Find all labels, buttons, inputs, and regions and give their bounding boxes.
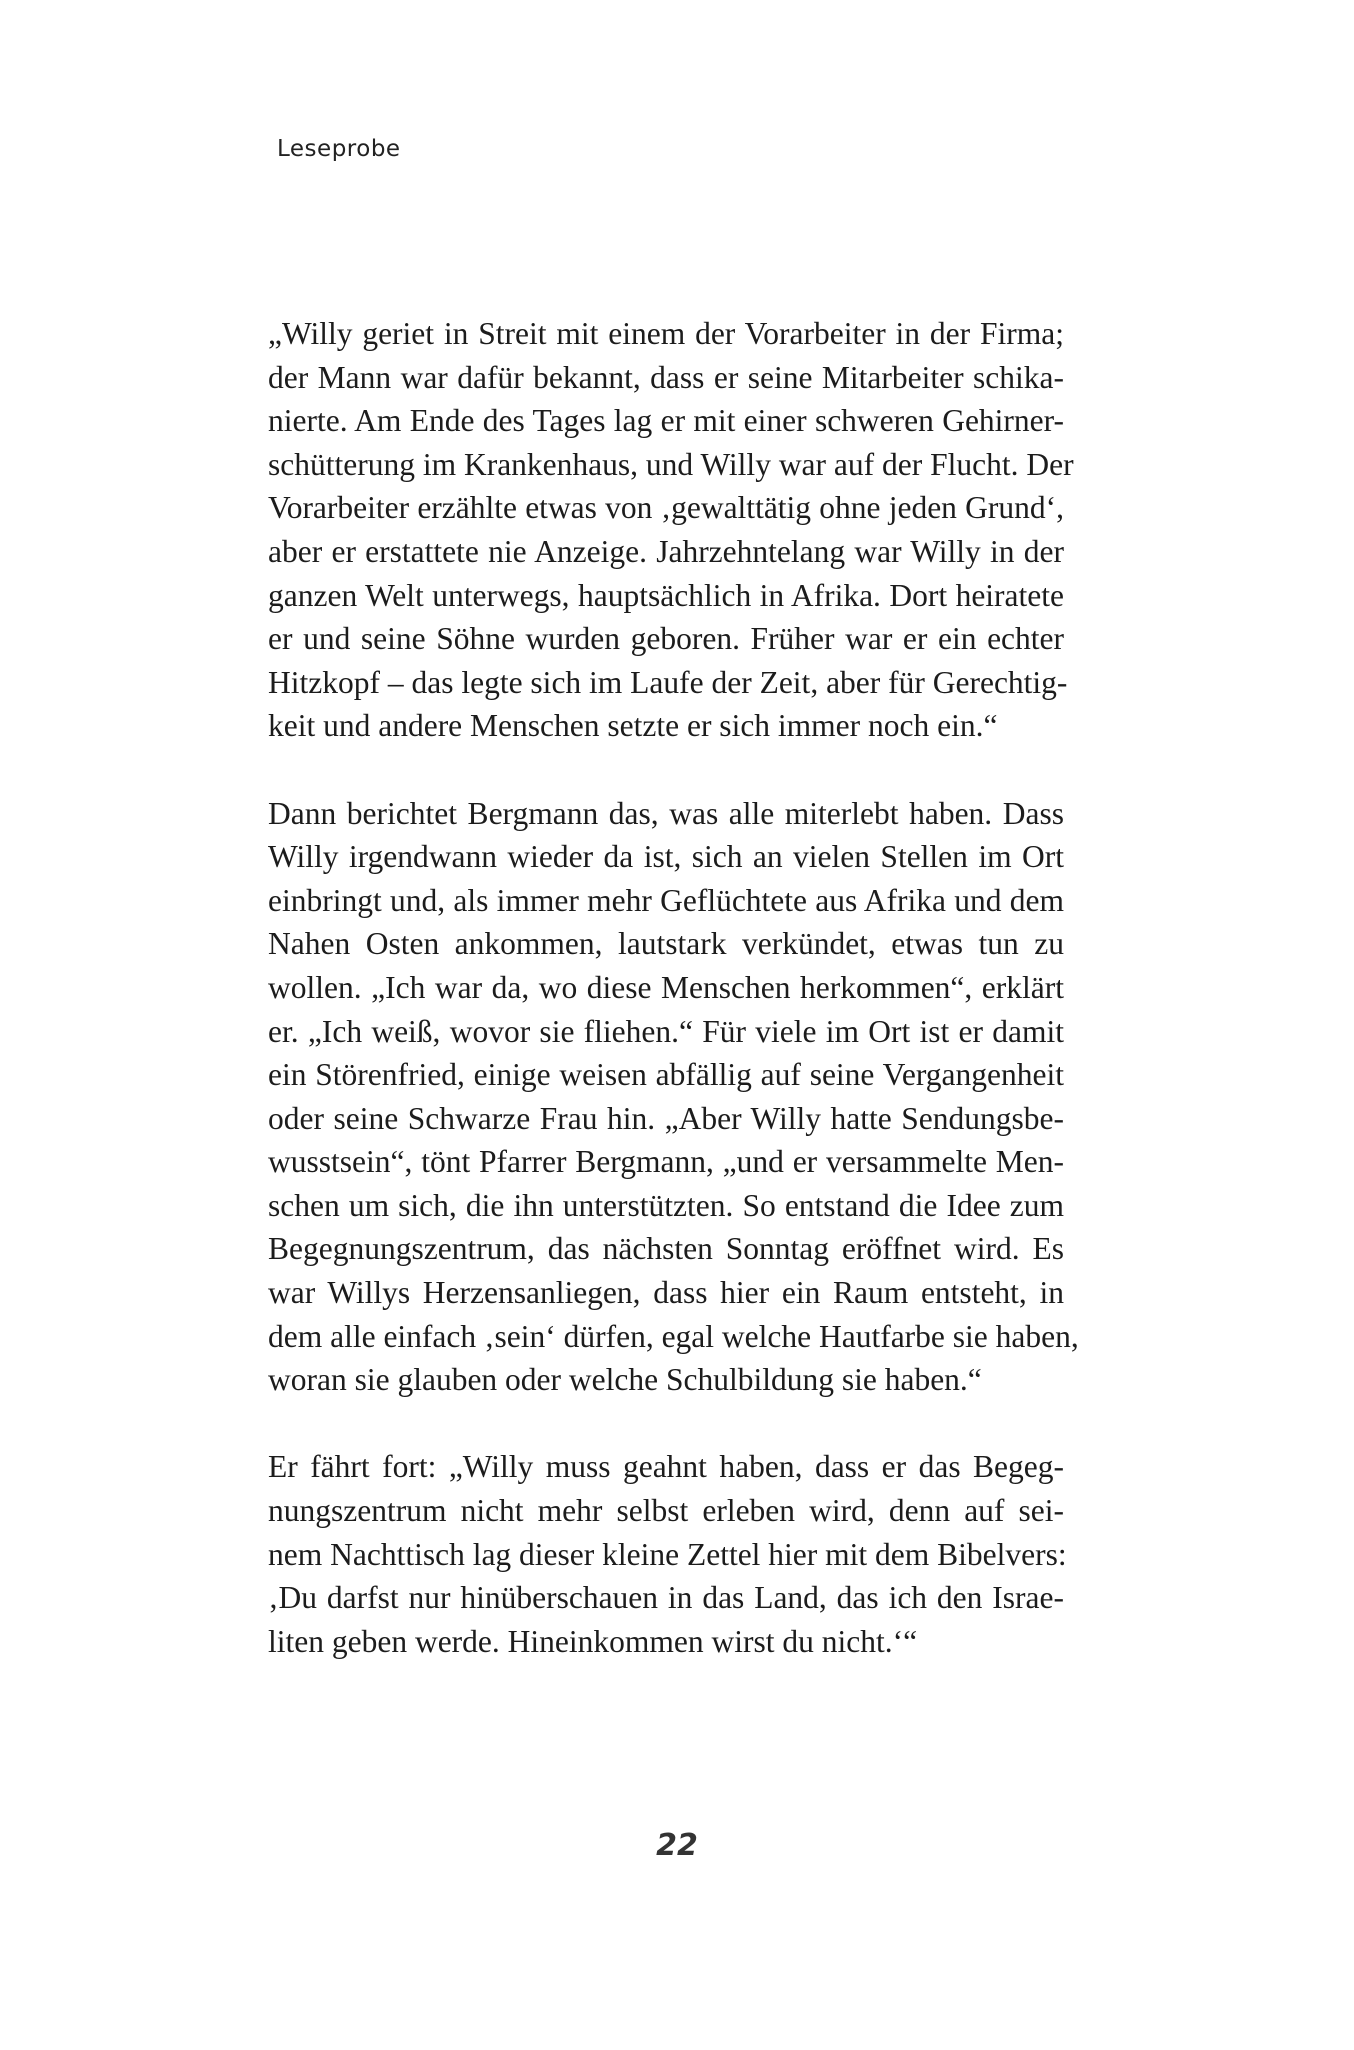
text-line: der Mann war dafür bekannt, dass er seine Mitarbeiter schika- — [268, 359, 1064, 395]
text-line: Willy irgendwann wieder da ist, sich an vielen Stellen im Ort — [268, 839, 1064, 875]
text-line: nungszentrum nicht mehr selbst erleben wird, denn auf sei- — [268, 1493, 1064, 1529]
text-line: er. „Ich weiß, wovor sie fliehen.“ Für viele im Ort ist er damit — [268, 1013, 1064, 1049]
text-line: Begegnungszentrum, das nächsten Sonntag eröffnet wird. Es — [268, 1231, 1064, 1267]
paragraph-2 — [268, 792, 1079, 1402]
text-line: liten geben werde. Hineinkommen wirst du nicht.‘“ — [268, 1623, 918, 1659]
text-line: woran sie glauben oder welche Schulbildung sie haben.“ — [268, 1362, 982, 1398]
text-line: ein Störenfried, einige weisen abfällig auf seine Vergangenheit — [268, 1057, 1064, 1093]
text-line: „Willy geriet in Streit mit einem der Vorarbeiter in der Firma; — [268, 316, 1064, 351]
text-line: Dann berichtet Bergmann das, was alle miterlebt haben. Dass — [268, 795, 1064, 831]
text-line: schen um sich, die ihn unterstützten. So entstand die Idee zum — [268, 1187, 1064, 1223]
text-line: Hitzkopf – das legte sich im Laufe der Zeit, aber für Gerechtig- — [268, 664, 1068, 700]
text-line: einbringt und, als immer mehr Geflüchtete aus Afrika und dem — [268, 882, 1064, 918]
text-line: aber er erstattete nie Anzeige. Jahrzehntelang war Willy in der — [268, 533, 1064, 569]
page-number: 22 — [656, 1828, 698, 1863]
body-text — [268, 312, 1079, 1663]
text-line: Er fährt fort: „Willy muss geahnt haben, dass er das Begeg- — [268, 1449, 1064, 1485]
paragraph-1 — [268, 312, 1074, 748]
text-line: keit und andere Menschen setzte er sich immer noch ein.“ — [268, 708, 998, 744]
text-line: wusstsein“, tönt Pfarrer Bergmann, „und er versammelte Men- — [268, 1144, 1064, 1180]
text-line: wollen. „Ich war da, wo diese Menschen herkommen“, erklärt — [268, 969, 1064, 1005]
text-line: Nahen Osten ankommen, lautstark verkündet, etwas tun zu — [268, 926, 1064, 962]
text-line: oder seine Schwarze Frau hin. „Aber Willy hatte Sendungsbe- — [268, 1100, 1064, 1136]
text-line: Vorarbeiter erzählte etwas von ‚gewalttätig ohne jeden Grund‘, — [268, 490, 1064, 526]
text-line: dem alle einfach ‚sein‘ dürfen, egal welche Hautfarbe sie haben, — [268, 1318, 1079, 1354]
text-line: ‚Du darfst nur hinüberschauen in das Land, das ich den Israe- — [268, 1580, 1064, 1616]
text-line: ganzen Welt unterwegs, hauptsächlich in Afrika. Dort heiratete — [268, 577, 1064, 613]
text-line: er und seine Söhne wurden geboren. Früher war er ein echter — [268, 621, 1064, 657]
text-line: war Willys Herzensanliegen, dass hier ein Raum entsteht, in — [268, 1275, 1064, 1311]
text-line: nem Nachttisch lag dieser kleine Zettel hier mit dem Bibelvers: — [268, 1536, 1067, 1572]
text-line: nierte. Am Ende des Tages lag er mit einer schweren Gehirner- — [268, 403, 1064, 439]
text-line: schütterung im Krankenhaus, und Willy war auf der Flucht. Der — [268, 446, 1074, 482]
paragraph-3 — [268, 1445, 1067, 1663]
running-header: Leseprobe — [277, 136, 401, 162]
